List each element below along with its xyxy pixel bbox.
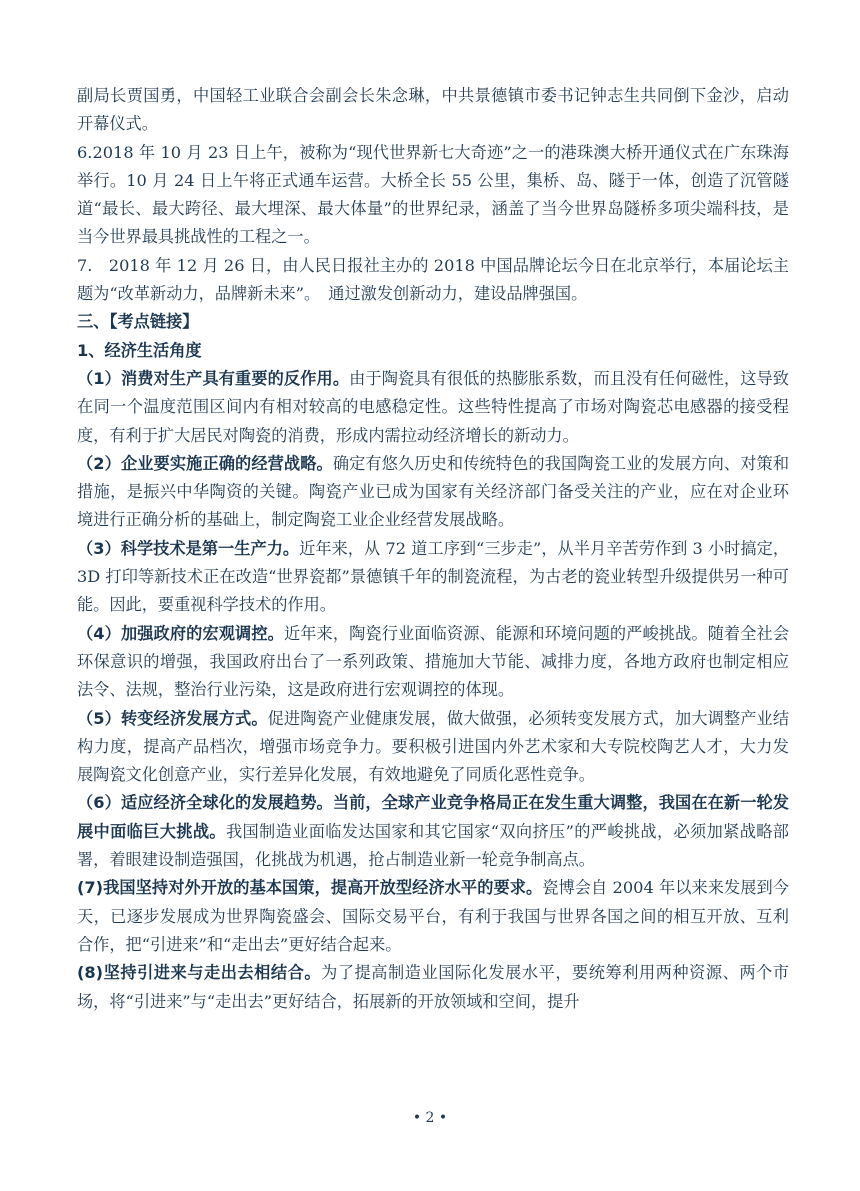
- paragraph-item-7: 7. 2018 年 12 月 26 日，由人民日报社主办的 2018 中国品牌论坛今日在北京举行，本届论坛主题为“改革新动力，品牌新未来”。 通过激发创新动力，建设品牌强国。: [77, 255, 789, 304]
- item-lead: (7)我国坚持对外开放的基本国策，提高开放型经济水平的要求。: [77, 878, 543, 898]
- item-body: 我国制造业面临发达国家和其它国家“双向挤压”的严峻挑战，必须加紧战略部署，着眼建设制造强国，化挑战为机遇，抢占制造业新一轮竞争制高点。: [77, 821, 789, 870]
- item-lead: （1）消费对生产具有重要的反作用。: [77, 368, 350, 388]
- list-item: [77, 450, 789, 535]
- item-body: 由于陶瓷具有很低的热膨胀系数，而且没有任何磁性，这导致在同一个温度范围区间内有相对较高的电感稳定性。这些特性提高了市场对陶瓷芯电感器的接受程度，有利于扩大居民对陶瓷的消费，形成内需拉动经济增长的新动力。: [77, 368, 789, 445]
- page-number: • 2 •: [412, 1110, 448, 1126]
- list-item: [77, 365, 789, 450]
- item-lead: （4）加强政府的宏观调控。: [77, 623, 284, 643]
- item-lead: （5）转变经济发展方式。: [77, 708, 268, 728]
- item-body: 确定有悠久历史和传统特色的我国陶瓷工业的发展方向、对策和措施，是振兴中华陶资的关键。陶瓷产业已成为国家有关经济部门备受关注的产业，应在对企业环境进行正确分析的基础上，制定陶瓷工业企业经营发展战略。: [77, 453, 790, 530]
- item-body: 瓷博会自 2004 年以来来发展到今天，已逐步发展成为世界陶瓷盛会、国际交易平台，有利于我国与世界各国之间的相互开放、互利合作，把“引进来”和“走出去”更好结合起来。: [77, 878, 789, 954]
- item-lead: （2）企业要实施正确的经营战略。: [77, 453, 333, 473]
- paragraph-continuation: 副局长贾国勇，中国轻工业联合会副会长朱念琳，中共景德镇市委书记钟志生共同倒下金沙，启动开幕仪式。: [77, 86, 789, 134]
- section-title: 三、【考点链接】: [77, 312, 199, 332]
- list-item: [77, 959, 789, 1016]
- item-body: 促进陶瓷产业健康发展，做大做强，必须转变发展方式，加大调整产业结构力度，提高产品档次，增强市场竞争力。要积极引进国内外艺术家和大专院校陶艺人才，大力发展陶瓷文化创意产业，实行差异化发展，有效地避免了同质化恶性竞争。: [77, 708, 790, 785]
- subsection-title: 1、经济生活角度: [77, 340, 202, 360]
- list-item: [77, 874, 789, 959]
- paragraph-item-6: 6.2018 年 10 月 23 日上午，被称为“现代世界新七大奇迹”之一的港珠澳大桥开通仪式在广东珠海举行。10 月 24 日上午将正式通车运营。大桥全长 55 公里，集桥、岛、隧于一体，创造了沉管隧道“最长、最大跨径、最大埋深、最大体量”的世界纪录，涵盖了当今世界岛隧桥多项尖端科技，是当今世界最具挑战性的工程之一。: [77, 142, 789, 247]
- list-item: [77, 620, 789, 705]
- item-lead: (8)坚持引进来与走出去相结合。: [77, 963, 322, 983]
- item-body: 近年来，陶瓷行业面临资源、能源和环境问题的严峻挑战。随着全社会环保意识的增强，我国政府出台了一系列政策、措施加大节能、减排力度，各地方政府也制定相应法令、法规，整治行业污染，这是政府进行宏观调控的体现。: [77, 623, 790, 700]
- list-item: [77, 789, 789, 874]
- item-body: 为了提高制造业国际化发展水平，要统筹利用两种资源、两个市场，将“引进来”与“走出去”更好结合，拓展新的开放领域和空间，提升: [77, 963, 789, 1011]
- document-page: [77, 82, 789, 1016]
- list-item: [77, 705, 789, 790]
- list-item: [77, 535, 789, 620]
- item-lead: （6）适应经济全球化的发展趋势。当前，全球产业竞争格局正在发生重大调整，我国在在新一轮发展中面临巨大挑战。: [77, 793, 789, 841]
- item-body: 近年来，从 72 道工序到“三步走”，从半月辛苦劳作到 3 小时搞定，3D 打印等新技术正在改造“世界瓷都”景德镇千年的制瓷流程，为古老的瓷业转型升级提供另一种可能。因此，要重视科学技术的作用。: [77, 538, 790, 615]
- item-lead: （3）科学技术是第一生产力。: [77, 538, 300, 558]
